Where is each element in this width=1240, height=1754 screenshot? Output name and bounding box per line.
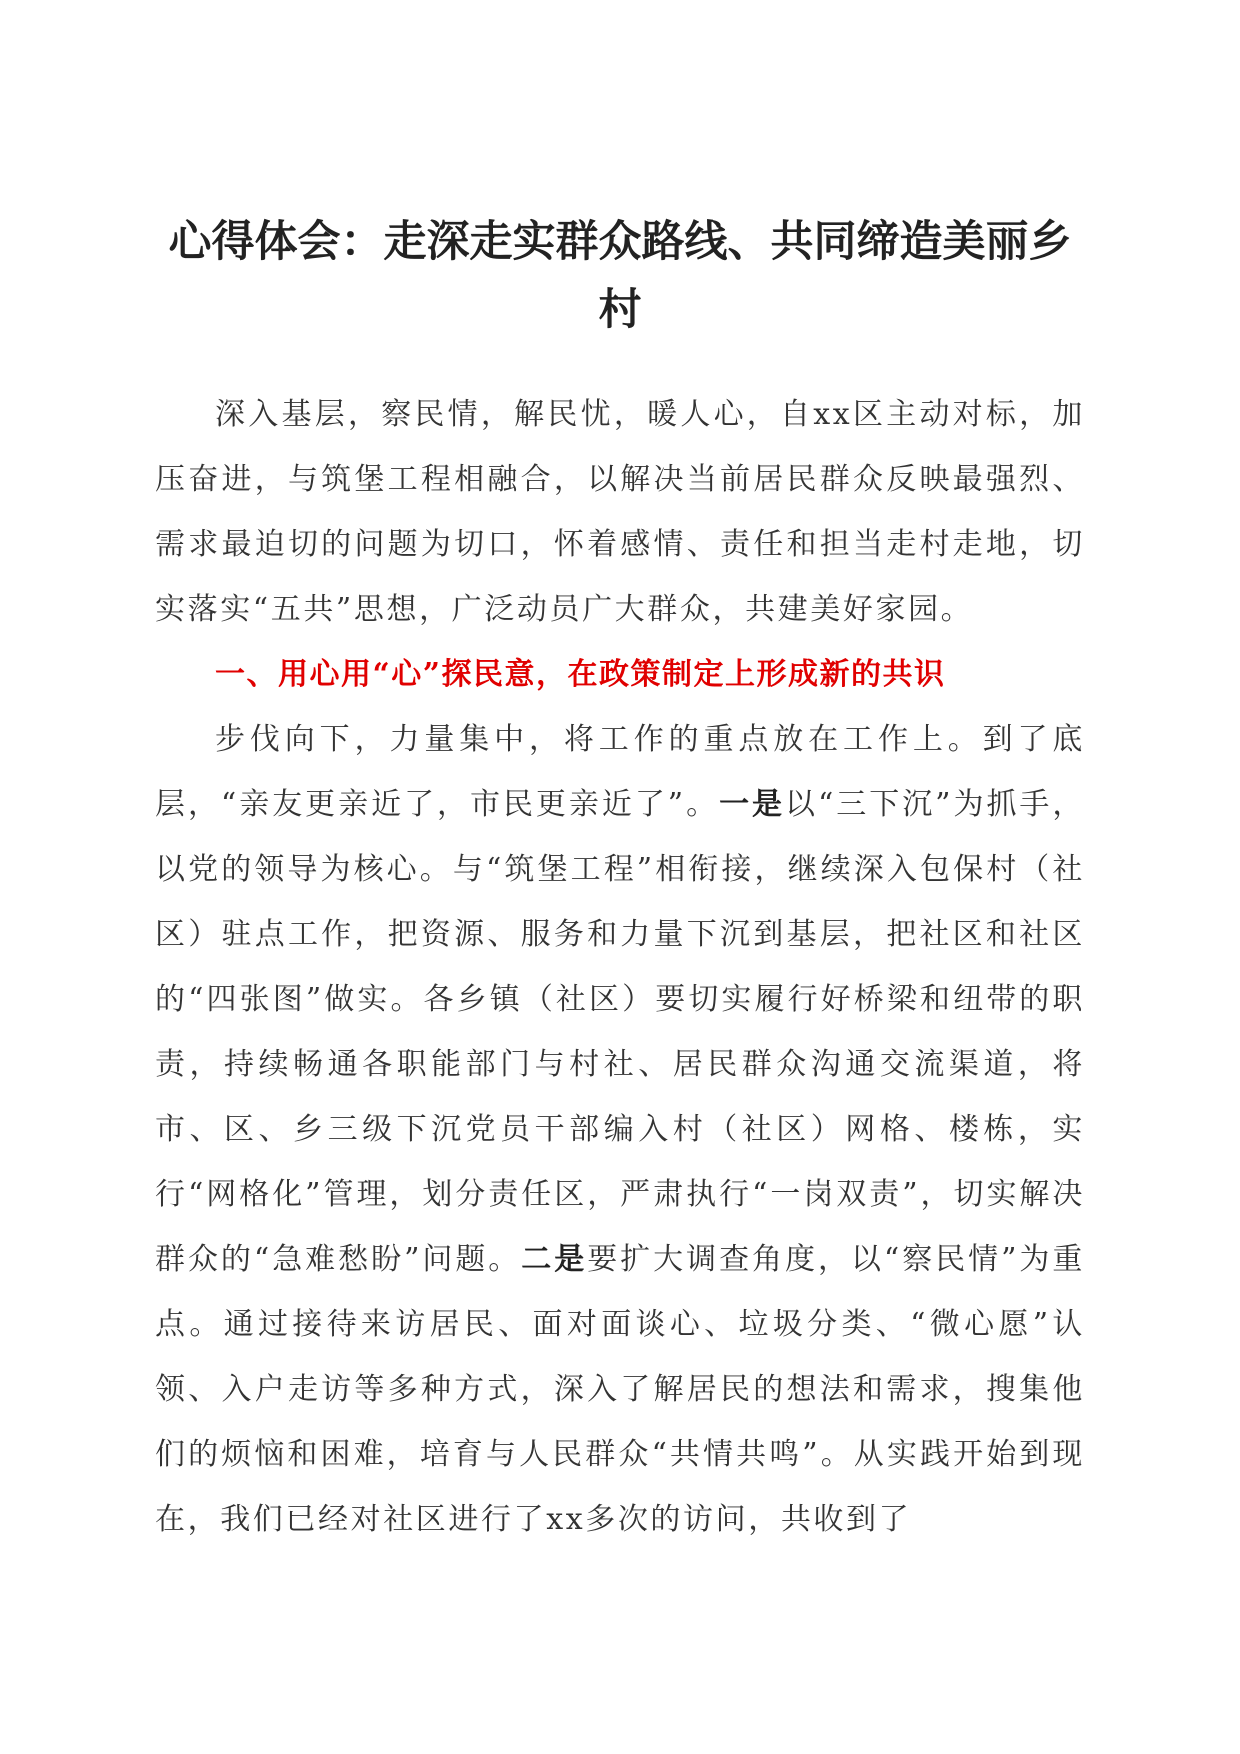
paragraph-text: 要扩大调查角度，以“察民情”为重点。通过接待来访居民、面对面谈心、垃圾分类、“微心愿”认领、入户走访等多种方式，深入了解居民的想法和需求，搜集他们的烦恼和困难，培育与人民群众“共情共鸣”。从实践开始到现在，我们已经对社区进行了xx多次的访问，共收到了 — [155, 1242, 1085, 1537]
point-marker-two: 二是 — [521, 1242, 588, 1277]
section-paragraph — [155, 707, 1085, 1552]
intro-paragraph: 深入基层，察民情，解民忧，暖人心，自xx区主动对标，加压奋进，与筑堡工程相融合，以解决当前居民群众反映最强烈、需求最迫切的问题为切口，怀着感情、责任和担当走村走地，切实落实“五共”思想，广泛动员广大群众，共建美好家园。 — [155, 397, 1085, 627]
paragraph-text: 以“三下沉”为抓手，以党的领导为核心。与“筑堡工程”相衔接，继续深入包保村（社区）驻点工作，把资源、服务和力量下沉到基层，把社区和社区的“四张图”做实。各乡镇（社区）要切实履行好桥梁和纽带的职责，持续畅通各职能部门与村社、居民群众沟通交流渠道，将市、区、乡三级下沉党员干部编入村（社区）网格、楼栋，实行“网格化”管理，划分责任区，严肃执行“一岗双责”，切实解决群众的“急难愁盼”问题。 — [155, 787, 1085, 1277]
document-title: 心得体会：走深走实群众路线、共同缔造美丽乡村 — [168, 217, 1072, 335]
paragraph-text: 步伐向下，力量集中，将工作的重点放在工作上。到了底层，“亲友更亲近了，市民更亲近了”。 — [155, 722, 1085, 822]
section-heading: 一、用心用“心”探民意，在政策制定上形成新的共识 — [215, 657, 946, 692]
document-body — [155, 382, 1085, 1552]
point-marker-one: 一是 — [719, 787, 786, 822]
